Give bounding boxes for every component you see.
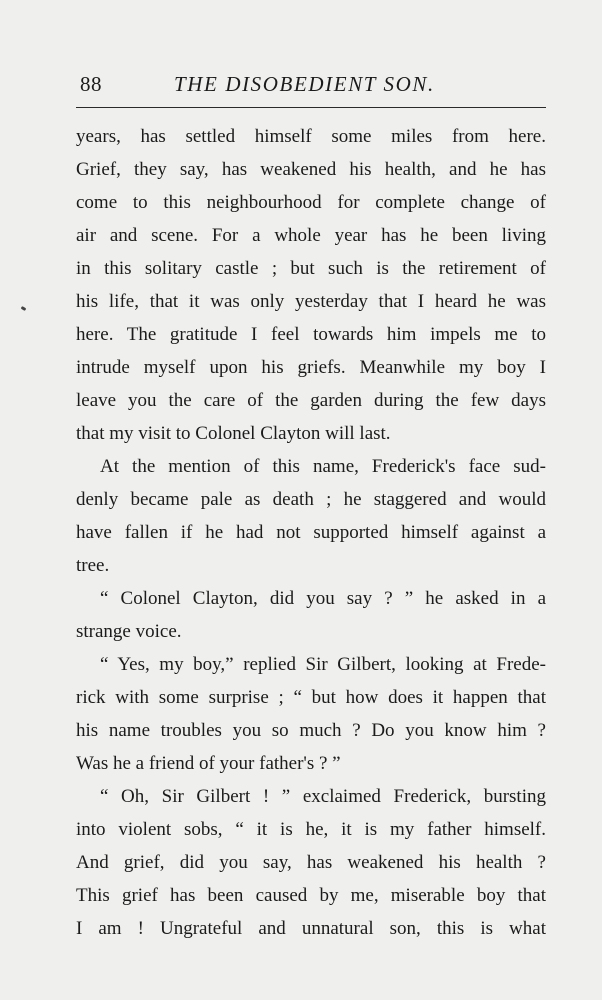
text-line: his name troubles you so much ? Do you know him ? (76, 720, 546, 741)
text-line: intrude myself upon his griefs. Meanwhile my boy I (76, 357, 546, 378)
text-line: And grief, did you say, has weakened his health ? (76, 852, 546, 873)
text-line: in this solitary castle ; but such is the retirement of (76, 258, 546, 279)
running-head: THE DISOBEDIENT SON. (174, 72, 435, 96)
text-line: come to this neighbourhood for complete change of (76, 192, 546, 213)
text-line: “ Colonel Clayton, did you say ? ” he asked in a (100, 588, 546, 609)
text-line: here. The gratitude I feel towards him impels me to (76, 324, 546, 345)
text-line: his life, that it was only yesterday that I heard he was (76, 291, 546, 312)
text-line: I am ! Ungrateful and unnatural son, this is what (76, 918, 546, 939)
text-line: tree. (76, 555, 110, 576)
text-line: strange voice. (76, 621, 182, 642)
page-number: 88 (80, 72, 102, 96)
text-line: that my visit to Colonel Clayton will last. (76, 423, 391, 444)
text-line: leave you the care of the garden during the few days (76, 390, 546, 411)
text-line: have fallen if he had not supported himself against a (76, 522, 546, 543)
text-line: rick with some surprise ; “ but how does it happen that (76, 687, 546, 708)
text-line: into violent sobs, “ it is he, it is my father himself. (76, 819, 546, 840)
ink-fleck (21, 306, 27, 311)
text-line: At the mention of this name, Frederick's face sud- (100, 456, 546, 477)
header-rule (76, 107, 546, 108)
text-line: “ Yes, my boy,” replied Sir Gilbert, looking at Frede- (100, 654, 546, 675)
body-text (76, 120, 546, 945)
page-header (76, 66, 546, 106)
text-line: years, has settled himself some miles from here. (76, 126, 546, 147)
text-line: This grief has been caused by me, miserable boy that (76, 885, 546, 906)
text-line: “ Oh, Sir Gilbert ! ” exclaimed Frederick, bursting (100, 786, 546, 807)
text-line: Was he a friend of your father's ? ” (76, 753, 341, 774)
text-line: Grief, they say, has weakened his health, and he has (76, 159, 546, 180)
text-line: denly became pale as death ; he staggered and would (76, 489, 546, 510)
text-line: air and scene. For a whole year has he been living (76, 225, 546, 246)
